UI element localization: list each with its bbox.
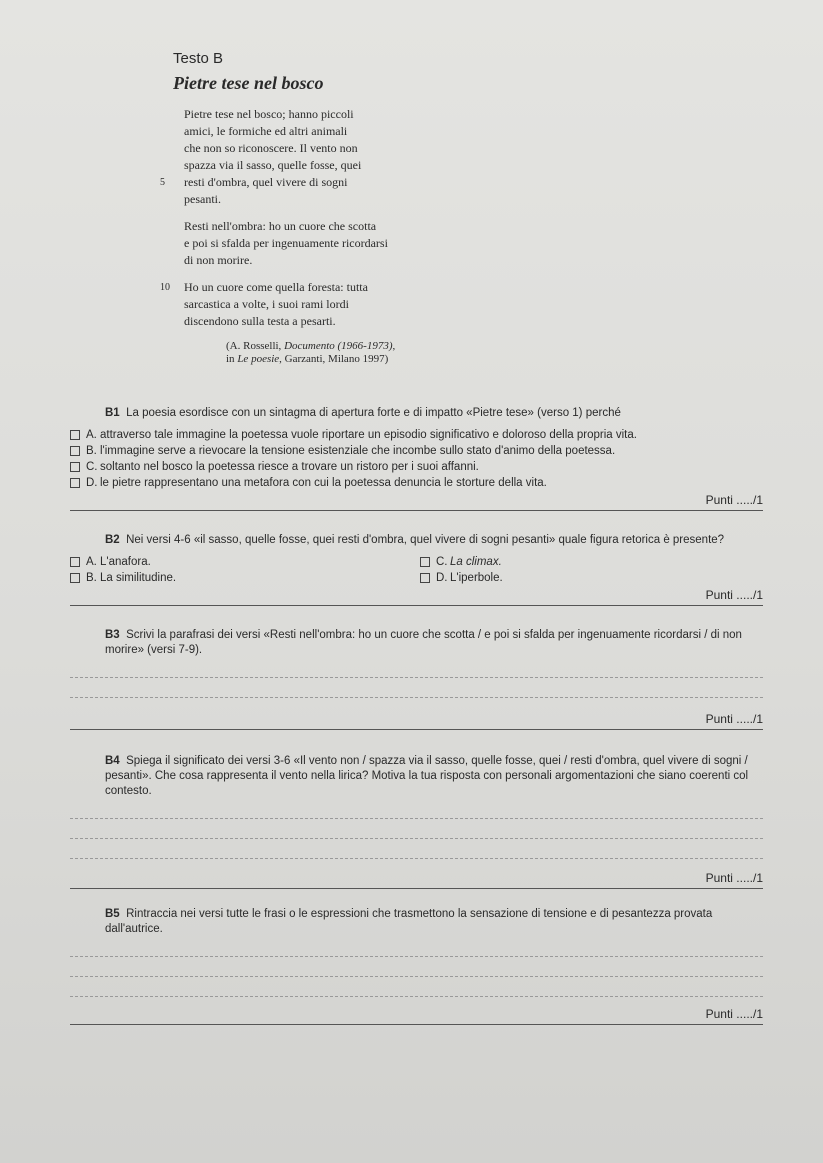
- stanza-3: [160, 279, 763, 330]
- stanza-2: [184, 218, 763, 269]
- answer-line[interactable]: [70, 976, 763, 977]
- question-b5: [70, 907, 763, 1025]
- question-text: B5 Rintraccia nei versi tutte le frasi o le espressioni che trasmettono la sensazione di tensione e di pesantezza provata dall'autrice.: [105, 908, 713, 935]
- score-field: Punti ...../1: [705, 871, 763, 885]
- checkbox[interactable]: [70, 573, 80, 583]
- option-c[interactable]: C. soltanto nel bosco la poetessa riesce a trovare un ristoro per i suoi affanni.: [70, 459, 763, 475]
- poem-line: amici, le formiche ed altri animali: [184, 124, 348, 138]
- checkbox[interactable]: [70, 462, 80, 472]
- divider: [70, 605, 763, 606]
- answer-line[interactable]: [70, 838, 763, 839]
- poem-line: e poi si sfalda per ingenuamente ricordarsi: [184, 236, 388, 250]
- checkbox[interactable]: [70, 478, 80, 488]
- score-field: Punti ...../1: [705, 712, 763, 726]
- option-d[interactable]: D. le pietre rappresentano una metafora con cui la poetessa denuncia le storture della vita.: [70, 475, 763, 491]
- checkbox[interactable]: [70, 446, 80, 456]
- score-field: Punti ...../1: [705, 1007, 763, 1021]
- divider: [70, 510, 763, 511]
- question-b3: [70, 628, 763, 730]
- poem-line: di non morire.: [184, 253, 253, 267]
- poem-line: Resti nell'ombra: ho un cuore che scotta: [184, 219, 377, 233]
- poem: [160, 106, 763, 366]
- poem-line: che non so riconoscere. Il vento non: [184, 141, 358, 155]
- checkbox[interactable]: [420, 573, 430, 583]
- answer-line[interactable]: [70, 956, 763, 957]
- poem-line: Pietre tese nel bosco; hanno piccoli: [184, 107, 354, 121]
- question-text: B4 Spiega il significato dei versi 3-6 «Il vento non / spazza via il sasso, quelle fosse, quei / resti d'ombra, quel vivere di sogni / pesanti». Che cosa rappresenta il vento nella lirica? Motiva la tua risposta con personali argomentazioni che siano coerenti col contesto.: [105, 755, 749, 797]
- question-text: B2 Nei versi 4-6 «il sasso, quelle fosse, quei resti d'ombra, quel vivere di sogni pesanti» quale figura retorica è presente?: [105, 534, 725, 546]
- answer-line[interactable]: [70, 697, 763, 698]
- answer-line[interactable]: [70, 818, 763, 819]
- divider: [70, 1024, 763, 1025]
- option-a[interactable]: A. L'anafora.: [70, 554, 420, 570]
- text-label: Testo B: [173, 50, 224, 67]
- question-b1: [70, 406, 763, 511]
- divider: [70, 729, 763, 730]
- poem-line: spazza via il sasso, quelle fosse, quei: [184, 158, 362, 172]
- answer-line[interactable]: [70, 858, 763, 859]
- poem-source: (A. Rosselli, Documento (1966-1973), in Le poesie, Garzanti, Milano 1997): [226, 340, 396, 365]
- option-b[interactable]: B. l'immagine serve a rievocare la tensione esistenziale che incombe sullo stato d'animo della poetessa.: [70, 443, 763, 459]
- answer-line[interactable]: [70, 996, 763, 997]
- score-field: Punti ...../1: [705, 493, 763, 507]
- poem-line: 5 resti d'ombra, quel vivere di sogni: [160, 175, 348, 189]
- checkbox[interactable]: [420, 557, 430, 567]
- answer-line[interactable]: [70, 677, 763, 678]
- poem-title: Pietre tese nel bosco: [173, 73, 324, 93]
- question-text: B1 La poesia esordisce con un sintagma di apertura forte e di impatto «Pietre tese» (verso 1) perché: [105, 407, 621, 419]
- stanza-1: [160, 106, 763, 208]
- question-b4: [70, 754, 763, 889]
- poem-line: discendono sulla testa a pesarti.: [184, 314, 336, 328]
- checkbox[interactable]: [70, 430, 80, 440]
- poem-line: sarcastica a volte, i suoi rami lordi: [184, 297, 349, 311]
- line-number: 10: [160, 282, 170, 293]
- divider: [70, 888, 763, 889]
- question-text: B3 Scrivi la parafrasi dei versi «Resti nell'ombra: ho un cuore che scotta / e poi si sfalda per ingenuamente ricordarsi / di non morire» (versi 7-9).: [105, 629, 742, 656]
- option-a[interactable]: A. attraverso tale immagine la poetessa vuole riportare un episodio significativo e doloroso della propria vita.: [70, 427, 763, 443]
- checkbox[interactable]: [70, 557, 80, 567]
- poem-line: pesanti.: [184, 192, 221, 206]
- line-number: 5: [160, 177, 165, 188]
- option-c[interactable]: C. La climax.: [420, 554, 720, 570]
- option-d[interactable]: D. L'iperbole.: [420, 570, 720, 586]
- score-field: Punti ...../1: [705, 588, 763, 602]
- option-b[interactable]: B. La similitudine.: [70, 570, 420, 586]
- poem-line: 10 Ho un cuore come quella foresta: tutta: [160, 280, 368, 294]
- question-b2: [70, 533, 763, 606]
